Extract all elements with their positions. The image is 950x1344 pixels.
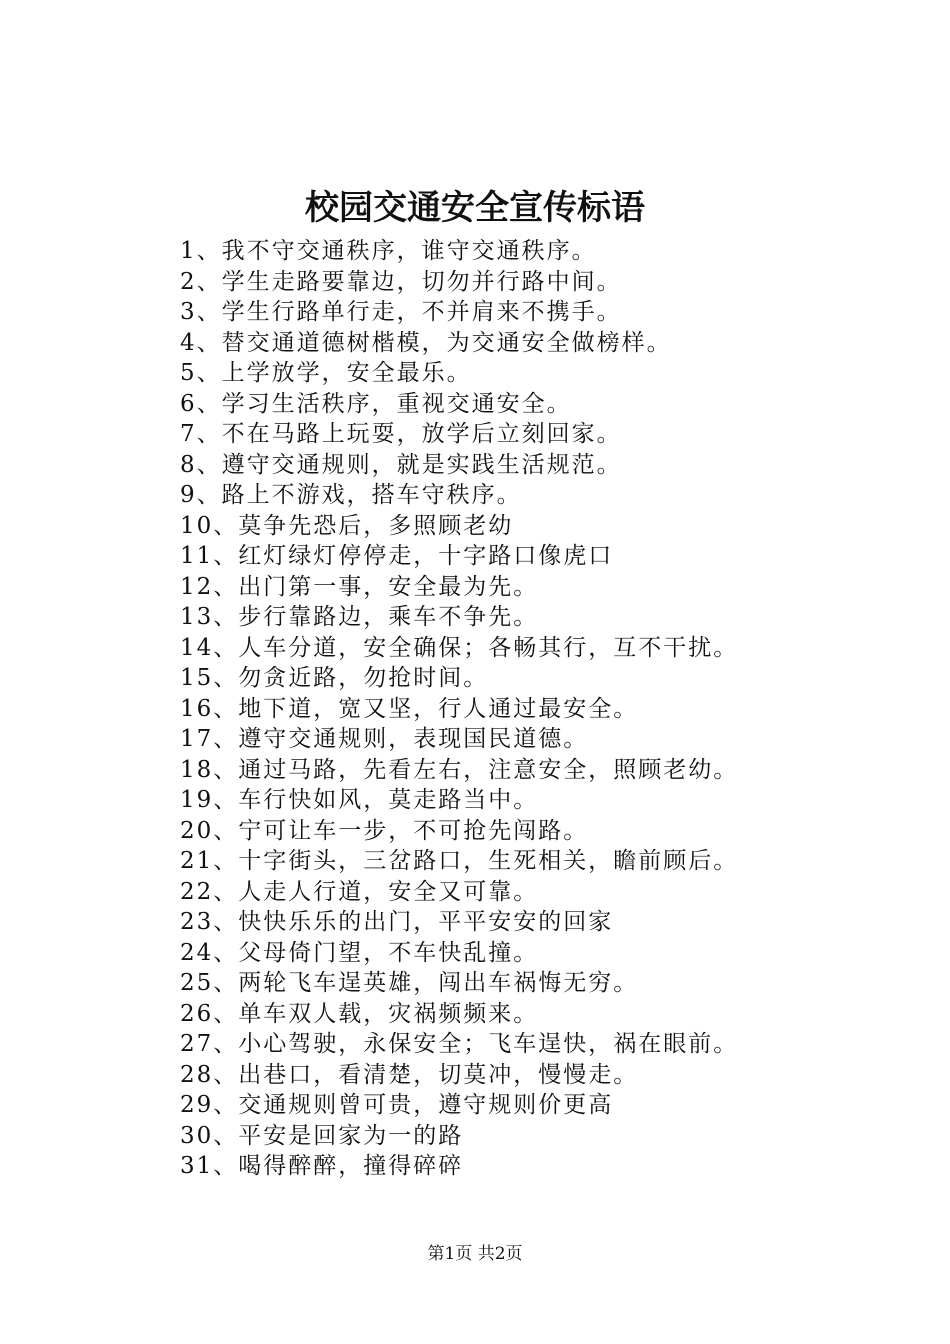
list-item: 30、平安是回家为一的路: [180, 1122, 464, 1149]
list-item: 23、快快乐乐的出门，平平安安的回家: [180, 909, 614, 935]
list-item: 13、步行靠路边，乘车不争先。: [180, 604, 539, 630]
list-item: 8、遵守交通规则，就是实践生活规范。: [180, 451, 622, 478]
list-item: 22、人走人行道，安全又可靠。: [180, 878, 539, 905]
list-item: 21、十字街头，三岔路口，生死相关，瞻前顾后。: [180, 848, 739, 874]
list-item: 19、车行快如风，莫走路当中。: [180, 787, 539, 813]
list-item: 17、遵守交通规则，表现国民道德。: [180, 726, 589, 752]
list-item: 25、两轮飞车逞英雄，闯出车祸悔无穷。: [180, 970, 639, 996]
list-item: 9、路上不游戏，搭车守秩序。: [180, 482, 522, 508]
list-item: 20、宁可让车一步，不可抢先闯路。: [180, 817, 589, 844]
list-item: 16、地下道，宽又坚，行人通过最安全。: [180, 695, 639, 722]
document-title: 校园交通安全宣传标语: [305, 188, 645, 228]
list-item: 28、出巷口，看清楚，切莫冲，慢慢走。: [180, 1061, 639, 1088]
list-item: 14、人车分道，安全确保；各畅其行，互不干扰。: [180, 634, 739, 661]
list-item: 3、学生行路单行走，不并肩来不携手。: [180, 299, 622, 325]
list-item: 10、莫争先恐后，多照顾老幼: [180, 512, 514, 539]
list-item: 5、上学放学，安全最乐。: [180, 360, 472, 386]
list-item: 31、喝得醉醉，撞得碎碎: [180, 1153, 464, 1179]
list-item: 29、交通规则曾可贵，遵守规则价更高: [180, 1092, 614, 1118]
list-item: 4、替交通道德树楷模，为交通安全做榜样。: [180, 329, 672, 356]
list-item: 26、单车双人载，灾祸频频来。: [180, 1000, 539, 1027]
list-item: 1、我不守交通秩序，谁守交通秩序。: [180, 238, 597, 264]
slogan-list: [180, 236, 738, 1182]
list-item: 7、不在马路上玩耍，放学后立刻回家。: [180, 421, 622, 447]
list-item: 2、学生走路要靠边，切勿并行路中间。: [180, 268, 622, 295]
list-item: 24、父母倚门望，不车快乱撞。: [180, 939, 539, 966]
list-item: 18、通过马路，先看左右，注意安全，照顾老幼。: [180, 756, 739, 783]
list-item: 12、出门第一事，安全最为先。: [180, 573, 539, 600]
list-item: 15、勿贪近路，勿抢时间。: [180, 665, 489, 691]
list-item: 6、学习生活秩序，重视交通安全。: [180, 390, 572, 417]
list-item: 27、小心驾驶，永保安全；飞车逞快，祸在眼前。: [180, 1031, 739, 1057]
list-item: 11、红灯绿灯停停走，十字路口像虎口: [180, 543, 614, 569]
page-number-footer: 第1页 共2页: [427, 1244, 523, 1264]
